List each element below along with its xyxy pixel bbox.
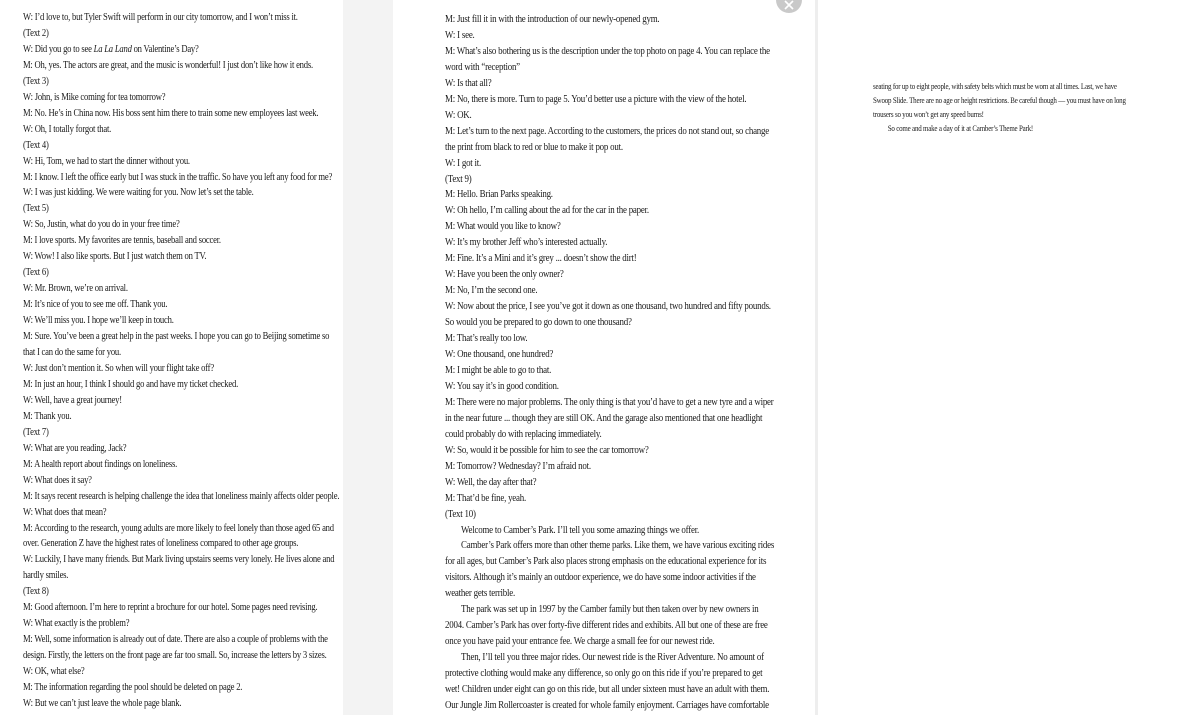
- page-gap: [343, 0, 393, 715]
- text-line: W: What does it say?: [23, 474, 92, 486]
- text-line: M: I might be able to go to that.: [445, 364, 552, 376]
- text-line: (Text 4): [23, 139, 49, 151]
- text-line: (Text 8): [23, 586, 49, 598]
- text-line: M: Just fill it in with the introduction of our newly-opened gym.: [445, 14, 660, 25]
- text-line: M: I know. I left the office early but I was stuck in the traffic. So have you left any food for me?: [23, 171, 333, 183]
- text-line: W: Now about the price, I see you’ve got it down as one thousand, two hundred and fifty pounds.: [445, 301, 771, 313]
- text-line: trousers so you won’t get any speed burns!: [873, 109, 984, 119]
- text-line: protective clothing would make any difference, so only go on this ride if you’re prepared to get: [445, 668, 763, 680]
- text-line: M: Thank you.: [23, 410, 72, 422]
- text-line: visitors. Although it’s mainly an outdoor experience, we do have some indoor activities if the: [445, 572, 756, 584]
- movie-title: La La Land: [93, 43, 132, 55]
- text-line: (Text 3): [23, 75, 49, 87]
- text-line: M: I love sports. My favorites are tennis, baseball and soccer.: [23, 235, 221, 247]
- text-line: (Text 10): [445, 508, 476, 520]
- text-line: could probably do with replacing immediately.: [445, 428, 602, 440]
- text-line: W: Well, the day after that?: [445, 476, 537, 488]
- text-line: Welcome to Camber’s Park. I’ll tell you some amazing things we offer.: [461, 524, 699, 536]
- line-prefix: W: Did you go to see: [23, 43, 94, 55]
- document-page-left: [0, 0, 343, 715]
- document-page-middle: [393, 0, 815, 715]
- text-line: M: Fine. It’s a Mini and it’s grey ... doesn’t show the dirt!: [445, 253, 637, 265]
- text-line: Camber’s Park offers more than other theme parks. Like them, we have various exciting rides: [461, 540, 775, 552]
- text-line: W: Is that all?: [445, 77, 492, 89]
- text-line: M: No. He’s in China now. His boss sent him there to train some new employees last week.: [23, 107, 319, 119]
- text-line: M: Oh, yes. The actors are great, and the music is wonderful! I just don’t like how it ends.: [23, 59, 313, 71]
- text-line: M: A health report about findings on loneliness.: [23, 458, 178, 470]
- text-line: word with “reception”: [445, 61, 520, 73]
- text-line: Swoop Slide. There are no age or height restrictions. Be careful though — you must have on long: [873, 95, 1126, 105]
- text-line: M: What’s also bothering us is the description under the top photo on page 4. You can replace the: [445, 45, 770, 57]
- text-line: M: It says recent research is helping challenge the idea that loneliness mainly affects older people.: [23, 490, 340, 502]
- text-line: W: Hi, Tom, we had to start the dinner without you.: [23, 155, 190, 167]
- text-line: (Text 6): [23, 267, 49, 279]
- text-line: M: What would you like to know?: [445, 221, 561, 233]
- text-line: the print from black to red or blue to make it pop out.: [445, 141, 623, 153]
- text-line: M: In just an hour, I think I should go and have my ticket checked.: [23, 378, 239, 390]
- text-line: M: Let’s turn to the next page. According to the customers, the prices do not stand out, so change: [445, 125, 769, 137]
- text-line: W: Mr. Brown, we’re on arrival.: [23, 283, 128, 295]
- text-line: W: Just don’t mention it. So when will your flight take off?: [23, 362, 214, 374]
- text-line: seating for up to eight people, with safety belts which must be worn at all times. Last, we have: [873, 81, 1117, 91]
- text-line: M: According to the research, young adults are more likely to feel lonely than those aged 65 and: [23, 522, 334, 534]
- text-line: M: No, there is more. Turn to page 5. You’d better use a picture with the view of the hotel.: [445, 93, 747, 105]
- text-line: M: Well, some information is already out of date. There are also a couple of problems with the: [23, 634, 328, 646]
- text-line-with-title: [23, 42, 298, 58]
- text-line: W: I was just kidding. We were waiting for you. Now let’s set the table.: [23, 187, 254, 199]
- text-line: W: What exactly is the problem?: [23, 618, 130, 630]
- text-line: W: I’d love to, but Tyler Swift will perform in our city tomorrow, and I won’t miss it.: [23, 12, 298, 23]
- text-line: 2004. Camber’s Park has over forty-five different rides and exhibits. All but one of these are free: [445, 620, 768, 632]
- text-line: W: You say it’s in good condition.: [445, 380, 559, 392]
- text-line: W: Have you been the only owner?: [445, 269, 564, 281]
- text-line: M: Hello. Brian Parks speaking.: [445, 189, 553, 201]
- text-line: (Text 7): [23, 426, 49, 438]
- text-line: M: The information regarding the pool should be deleted on page 2.: [23, 682, 243, 694]
- text-line: W: So, Justin, what do you do in your free time?: [23, 219, 180, 231]
- text-line: for all ages, but Camber’s Park also places strong emphasis on the educational experience for its: [445, 556, 767, 568]
- text-line: over. Generation Z have the highest rates of loneliness compared to other age groups.: [23, 538, 299, 550]
- line-suffix: on Valentine’s Day?: [131, 43, 199, 55]
- text-line: once you have paid your entrance fee. We charge a small fee for our newest ride.: [445, 636, 715, 648]
- text-line: W: But we can’t just leave the whole page blank.: [23, 697, 182, 709]
- text-line: weather gets terrible.: [445, 588, 515, 600]
- text-line: W: We’ll miss you. I hope we’ll keep in touch.: [23, 315, 174, 327]
- text-line: design. Firstly, the letters on the front page are far too small. So, increase the letters by 3 sizes.: [23, 650, 327, 662]
- text-line: W: What are you reading, Jack?: [23, 442, 127, 454]
- text-line: W: Oh hello, I’m calling about the ad for the car in the paper.: [445, 205, 649, 217]
- text-line: M: No, I’m the second one.: [445, 285, 538, 297]
- text-line: W: OK.: [445, 109, 472, 121]
- text-line: W: What does that mean?: [23, 506, 107, 518]
- close-icon: [784, 0, 794, 10]
- text-line: that I can do the same for you.: [23, 347, 121, 359]
- text-line: W: John, is Mike coming for tea tomorrow?: [23, 91, 166, 103]
- text-line: Then, I’ll tell you three major rides. Our newest ride is the River Adventure. No amount of: [461, 652, 764, 664]
- text-line: M: That’s really too low.: [445, 333, 528, 345]
- text-line: M: It’s nice of you to see me off. Thank you.: [23, 299, 168, 311]
- document-page-right: [818, 0, 1181, 715]
- text-line: W: OK, what else?: [23, 666, 85, 678]
- text-line: Our Jungle Jim Rollercoaster is created for whole family enjoyment. Carriages have comfortable: [445, 699, 769, 711]
- text-line: The park was set up in 1997 by the Camber family but then taken over by new owners in: [461, 604, 759, 616]
- text-line: W: It’s my brother Jeff who’s interested actually.: [445, 237, 608, 249]
- text-line: W: Well, have a great journey!: [23, 394, 122, 406]
- text-line: in the near future ... though they are still OK. And the garage also mentioned that one headlight: [445, 412, 763, 424]
- text-line: W: Oh, I totally forgot that.: [23, 123, 112, 135]
- text-line: hardly smiles.: [23, 570, 69, 582]
- text-line: (Text 2): [23, 27, 49, 39]
- text-line: (Text 5): [23, 203, 49, 215]
- text-line: W: Luckily, I have many friends. But Mark living upstairs seems very lonely. He lives alone and: [23, 554, 335, 566]
- text-line: M: That’d be fine, yeah.: [445, 492, 527, 504]
- text-line: (Text 9): [445, 173, 472, 185]
- text-line: wet! Children under eight can go on this ride, but all under sixteen must have an adult with them.: [445, 684, 770, 696]
- text-line: M: Good afternoon. I’m here to reprint a brochure for our hotel. Some pages need revising.: [23, 602, 318, 614]
- text-line: W: So, would it be possible for him to see the car tomorrow?: [445, 444, 649, 456]
- text-line: So would you be prepared to go down to one thousand?: [445, 317, 632, 329]
- text-line: M: Sure. You’ve been a great help in the past weeks. I hope you can go to Beijing sometime so: [23, 331, 330, 343]
- text-line: M: There were no major problems. The only thing is that you’d have to get a new tyre and a wiper: [445, 396, 774, 408]
- text-line: W: One thousand, one hundred?: [445, 349, 554, 361]
- text-line: W: I see.: [445, 29, 475, 41]
- text-line: M: Tomorrow? Wednesday? I’m afraid not.: [445, 460, 591, 472]
- text-line: W: I got it.: [445, 157, 482, 169]
- text-line: W: Wow! I also like sports. But I just watch them on TV.: [23, 251, 207, 263]
- text-line: So come and make a day of it at Camber’s Theme Park!: [887, 123, 1034, 133]
